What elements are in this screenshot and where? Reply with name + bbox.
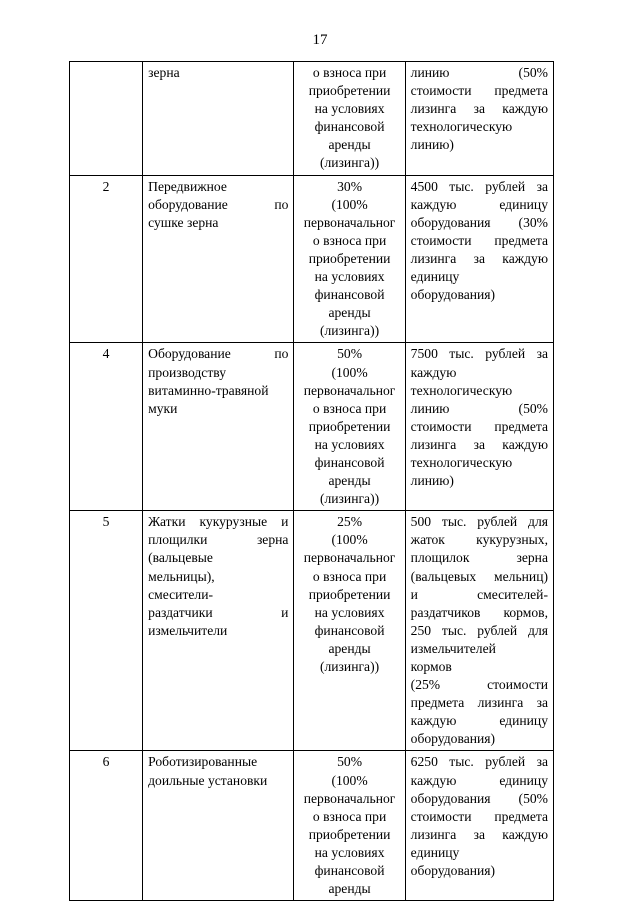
subsidy-limit-line: каждую единицу: [410, 772, 548, 788]
subsidy-share-line: 50%: [337, 346, 363, 362]
subsidy-limit-line: раздатчиков кормов,: [410, 604, 548, 620]
subsidy-share-line: приобретении: [308, 826, 391, 842]
subsidy-share-line: 30%: [337, 178, 363, 194]
subsidy-share-line: финансовой: [314, 119, 385, 135]
subsidy-limit-line: лизинга за каждую: [410, 101, 548, 117]
subsidy-limit-line: технологическую: [410, 119, 513, 135]
subsidy-share-line: финансовой: [314, 454, 385, 470]
subsidy-share-line: о взноса при: [312, 400, 387, 416]
subsidy-limit-line: оборудования): [410, 287, 496, 303]
equipment-name-line: мельницы),: [148, 568, 215, 584]
subsidy-table: [69, 61, 554, 901]
subsidy-share-line: о взноса при: [312, 568, 387, 584]
subsidy-limit-line: линию (50%: [410, 65, 548, 80]
subsidy-limit-cell: [405, 511, 553, 751]
table-row: [70, 511, 554, 751]
subsidy-limit-cell: [405, 343, 553, 511]
subsidy-share-line: первоначальног: [303, 214, 396, 230]
subsidy-limit-line: 500 тыс. рублей для: [410, 514, 548, 530]
subsidy-limit-line: линию): [410, 137, 454, 153]
subsidy-limit-line: оборудования): [410, 863, 496, 879]
subsidy-share-line: приобретении: [308, 418, 391, 434]
subsidy-share-line: аренды: [328, 881, 371, 897]
subsidy-limit-line: 250 тыс. рублей для: [410, 622, 548, 638]
subsidy-limit-line: предмета лизинга за: [410, 695, 548, 711]
subsidy-limit-line: (вальцевых мельниц): [410, 568, 548, 584]
subsidy-share-line: аренды: [328, 305, 371, 321]
table-row: [70, 175, 554, 343]
subsidy-limit-line: единицу: [410, 269, 460, 285]
subsidy-share-line: (лизинга)): [319, 491, 380, 507]
equipment-name-cell: [143, 175, 294, 343]
subsidy-share-line: на условиях: [314, 844, 385, 860]
subsidy-limit-line: и смесителей-: [410, 586, 548, 602]
subsidy-limit-line: измельчителей: [410, 640, 496, 656]
subsidy-share-line: (100%: [331, 364, 368, 380]
subsidy-share-line: (лизинга)): [319, 659, 380, 674]
subsidy-share-line: на условиях: [314, 604, 385, 620]
equipment-name-cell: [143, 343, 294, 511]
subsidy-share-line: о взноса при: [312, 232, 387, 248]
equipment-name-line: раздатчики и: [148, 604, 289, 620]
subsidy-limit-cell: [405, 175, 553, 343]
subsidy-limit-line: каждую единицу: [410, 713, 548, 729]
subsidy-share-line: (100%: [331, 772, 368, 788]
page-number: 17: [312, 32, 328, 48]
subsidy-share-line: аренды: [328, 473, 371, 489]
subsidy-limit-line: оборудования): [410, 731, 496, 747]
equipment-name-line: муки: [148, 400, 178, 416]
subsidy-limit-line: 6250 тыс. рублей за: [410, 754, 548, 770]
table-row: [70, 62, 554, 176]
subsidy-share-line: (100%: [331, 532, 368, 548]
equipment-name-line: Оборудование по: [148, 346, 289, 362]
subsidy-limit-line: лизинга за каждую: [410, 250, 548, 266]
subsidy-share-line: первоначальног: [303, 790, 396, 806]
subsidy-limit-line: каждую: [410, 364, 457, 380]
equipment-name-line: оборудование по: [148, 196, 289, 212]
equipment-name-line: площилки зерна: [148, 532, 289, 548]
row-number-cell: 2: [70, 175, 143, 343]
equipment-name-line: Роботизированные: [148, 754, 258, 770]
subsidy-share-line: на условиях: [314, 269, 385, 285]
subsidy-limit-line: стоимости предмета: [410, 83, 548, 99]
subsidy-share-line: первоначальног: [303, 550, 396, 566]
subsidy-limit-line: каждую единицу: [410, 196, 548, 212]
row-number-cell: 6: [70, 751, 143, 901]
subsidy-share-line: о взноса при: [312, 65, 387, 80]
equipment-name-line: измельчители: [148, 622, 228, 638]
subsidy-share-cell: [294, 751, 405, 901]
subsidy-share-line: на условиях: [314, 436, 385, 452]
subsidy-limit-line: 7500 тыс. рублей за: [410, 346, 548, 362]
subsidy-limit-line: площилок зерна: [410, 550, 548, 566]
equipment-name-line: сушке зерна: [148, 214, 219, 230]
subsidy-share-line: финансовой: [314, 622, 385, 638]
equipment-name-line: смесители-: [148, 586, 214, 602]
table-row: [70, 751, 554, 901]
subsidy-share-line: (100%: [331, 196, 368, 212]
subsidy-share-cell: [294, 343, 405, 511]
subsidy-limit-line: линию): [410, 473, 454, 489]
subsidy-limit-line: линию (50%: [410, 400, 548, 416]
equipment-name-line: доильные установки: [148, 772, 268, 788]
subsidy-share-cell: [294, 62, 405, 176]
subsidy-limit-line: оборудования (30%: [410, 214, 548, 230]
subsidy-share-line: (лизинга)): [319, 155, 380, 171]
equipment-name-line: зерна: [148, 65, 180, 80]
subsidy-limit-line: стоимости предмета: [410, 418, 548, 434]
equipment-name-line: производству: [148, 364, 227, 380]
equipment-name-line: Жатки кукурузные и: [148, 514, 289, 530]
subsidy-share-line: 25%: [337, 514, 363, 530]
row-number-cell: 5: [70, 511, 143, 751]
subsidy-limit-line: стоимости предмета: [410, 232, 548, 248]
row-number-cell: 4: [70, 343, 143, 511]
equipment-name-cell: [143, 511, 294, 751]
subsidy-limit-line: кормов: [410, 659, 452, 674]
subsidy-limit-cell: [405, 751, 553, 901]
subsidy-share-line: финансовой: [314, 863, 385, 879]
equipment-name-cell: [143, 62, 294, 176]
subsidy-share-line: аренды: [328, 640, 371, 656]
equipment-name-cell: [143, 751, 294, 901]
subsidy-limit-line: технологическую: [410, 382, 513, 398]
table-row: [70, 343, 554, 511]
subsidy-share-line: приобретении: [308, 250, 391, 266]
subsidy-limit-line: единицу: [410, 844, 460, 860]
subsidy-limit-line: жаток кукурузных,: [410, 532, 548, 548]
subsidy-share-line: приобретении: [308, 586, 391, 602]
subsidy-share-line: первоначальног: [303, 382, 396, 398]
subsidy-share-line: о взноса при: [312, 808, 387, 824]
subsidy-share-cell: [294, 511, 405, 751]
equipment-name-line: Передвижное: [148, 178, 227, 194]
subsidy-limit-line: лизинга за каждую: [410, 826, 548, 842]
subsidy-share-line: аренды: [328, 137, 371, 153]
subsidy-limit-line: технологическую: [410, 454, 513, 470]
subsidy-limit-cell: [405, 62, 553, 176]
subsidy-limit-line: (25% стоимости: [410, 677, 548, 693]
subsidy-share-line: (лизинга)): [319, 323, 380, 339]
subsidy-limit-line: лизинга за каждую: [410, 436, 548, 452]
subsidy-share-line: на условиях: [314, 101, 385, 117]
subsidy-share-line: приобретении: [308, 83, 391, 99]
equipment-name-line: (вальцевые: [148, 550, 213, 566]
subsidy-share-line: 50%: [337, 754, 363, 770]
equipment-name-line: витаминно-травяной: [148, 382, 269, 398]
subsidy-limit-line: оборудования (50%: [410, 790, 548, 806]
row-number-cell: [70, 62, 143, 176]
subsidy-share-cell: [294, 175, 405, 343]
subsidy-share-line: финансовой: [314, 287, 385, 303]
subsidy-limit-line: 4500 тыс. рублей за: [410, 178, 548, 194]
subsidy-limit-line: стоимости предмета: [410, 808, 548, 824]
